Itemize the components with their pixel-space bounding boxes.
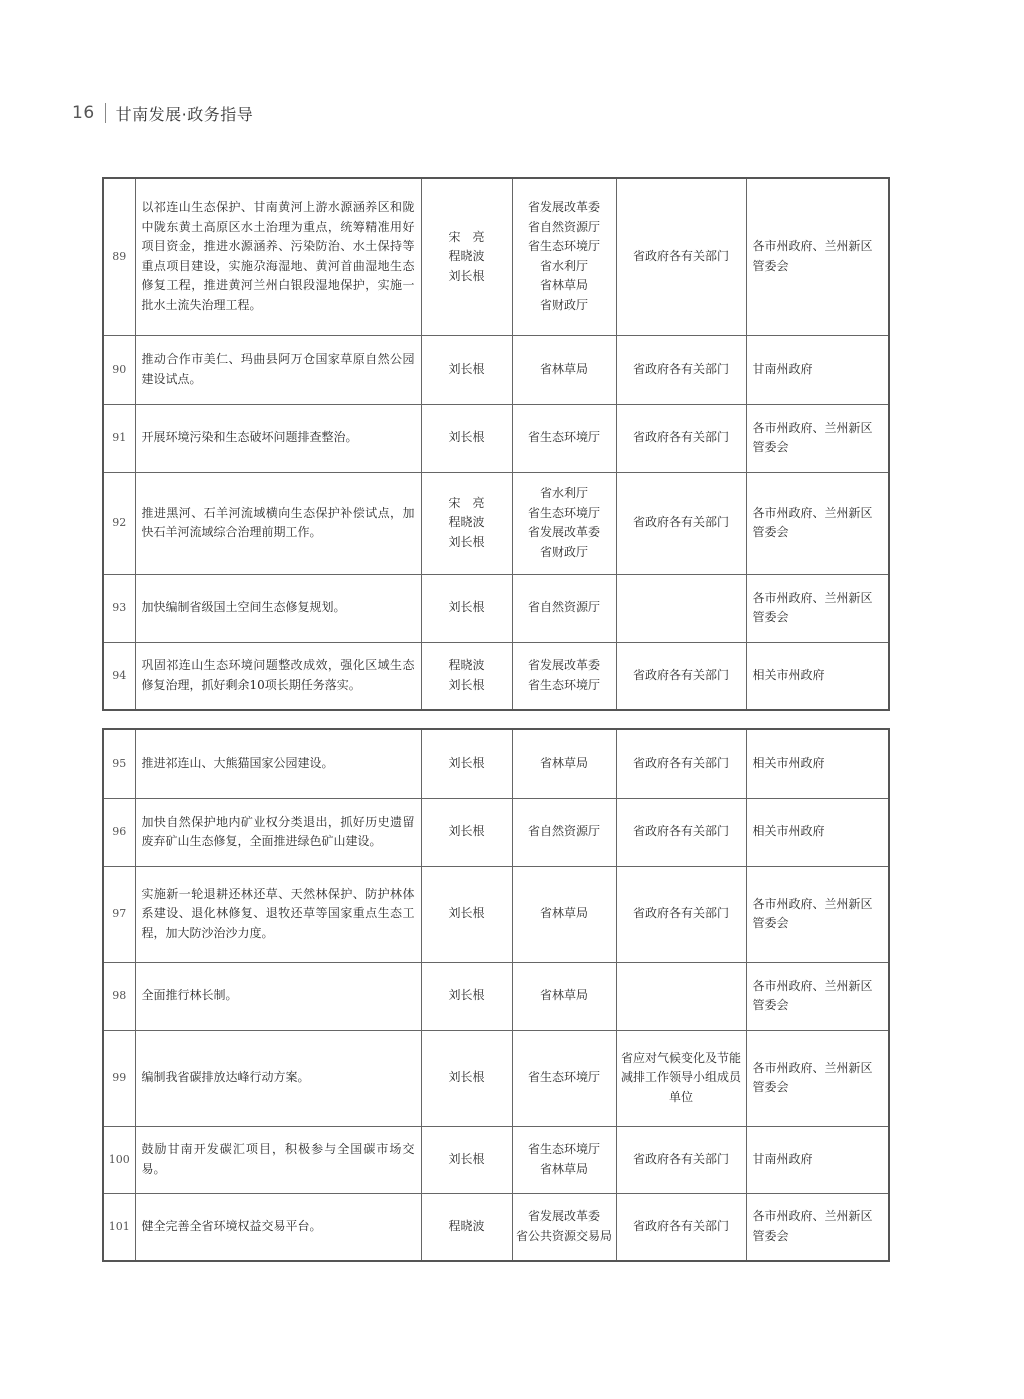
task-description: 实施新一轮退耕还林还草、天然林保护、防护林体系建设、退化林修复、退牧还草等国家重点生态工程，加大防沙治沙力度。 <box>135 866 421 962</box>
lead-department: 省林草局 <box>512 729 616 798</box>
responsible-government: 甘南州政府 <box>746 335 889 404</box>
row-number: 91 <box>103 404 135 472</box>
task-description: 推进黑河、石羊河流域横向生态保护补偿试点，加快石羊河流域综合治理前期工作。 <box>135 472 421 574</box>
table-row <box>103 1193 889 1261</box>
lead-department: 省生态环境厅 <box>512 1030 616 1126</box>
cooperating-departments: 省政府各有关部门 <box>616 472 746 574</box>
responsible-government: 各市州政府、兰州新区管委会 <box>746 574 889 642</box>
row-number: 94 <box>103 642 135 710</box>
responsible-leader: 程晓波 <box>421 1193 512 1261</box>
table-row <box>103 178 889 335</box>
task-description: 推进祁连山、大熊猫国家公园建设。 <box>135 729 421 798</box>
lead-department: 省发展改革委 省生态环境厅 <box>512 642 616 710</box>
lead-department: 省水利厅 省生态环境厅 省发展改革委 省财政厅 <box>512 472 616 574</box>
cooperating-departments: 省政府各有关部门 <box>616 866 746 962</box>
responsible-leader: 刘长根 <box>421 335 512 404</box>
responsible-leader: 刘长根 <box>421 729 512 798</box>
table-row <box>103 642 889 710</box>
responsible-leader: 宋 亮 程晓波 刘长根 <box>421 472 512 574</box>
lead-department: 省生态环境厅 省林草局 <box>512 1126 616 1193</box>
responsible-leader: 程晓波 刘长根 <box>421 642 512 710</box>
lead-department: 省发展改革委 省自然资源厅 省生态环境厅 省水利厅 省林草局 省财政厅 <box>512 178 616 335</box>
cooperating-departments: 省政府各有关部门 <box>616 404 746 472</box>
row-number: 98 <box>103 962 135 1030</box>
lead-department: 省林草局 <box>512 962 616 1030</box>
task-description: 以祁连山生态保护、甘南黄河上游水源涵养区和陇中陇东黄土高原区水土治理为重点，统筹精准用好项目资金，推进水源涵养、污染防治、水土保持等重点项目建设，实施尕海湿地、黄河首曲湿地生态修复工程，推进黄河兰州白银段湿地保护，实施一批水土流失治理工程。 <box>135 178 421 335</box>
responsible-government: 相关市州政府 <box>746 729 889 798</box>
responsible-leader: 刘长根 <box>421 1126 512 1193</box>
row-number: 97 <box>103 866 135 962</box>
table-row <box>103 866 889 962</box>
task-description: 开展环境污染和生态破坏问题排查整治。 <box>135 404 421 472</box>
task-description: 推动合作市美仁、玛曲县阿万仓国家草原自然公园建设试点。 <box>135 335 421 404</box>
responsible-government: 甘南州政府 <box>746 1126 889 1193</box>
cooperating-departments: 省应对气候变化及节能减排工作领导小组成员单位 <box>616 1030 746 1126</box>
table-row <box>103 472 889 574</box>
row-number: 101 <box>103 1193 135 1261</box>
cooperating-departments: 省政府各有关部门 <box>616 798 746 866</box>
table-row <box>103 1030 889 1126</box>
task-description: 巩固祁连山生态环境问题整改成效，强化区域生态修复治理，抓好剩余10项长期任务落实。 <box>135 642 421 710</box>
responsible-leader: 刘长根 <box>421 962 512 1030</box>
task-description: 全面推行林长制。 <box>135 962 421 1030</box>
row-number: 100 <box>103 1126 135 1193</box>
cooperating-departments: 省政府各有关部门 <box>616 1193 746 1261</box>
lead-department: 省自然资源厅 <box>512 798 616 866</box>
page-number: 16 <box>72 103 95 123</box>
cooperating-departments <box>616 574 746 642</box>
responsible-leader: 刘长根 <box>421 866 512 962</box>
cooperating-departments: 省政府各有关部门 <box>616 335 746 404</box>
lead-department: 省林草局 <box>512 335 616 404</box>
responsible-government: 各市州政府、兰州新区管委会 <box>746 866 889 962</box>
task-description: 鼓励甘南开发碳汇项目，积极参与全国碳市场交易。 <box>135 1126 421 1193</box>
row-number: 99 <box>103 1030 135 1126</box>
lead-department: 省林草局 <box>512 866 616 962</box>
responsible-leader: 刘长根 <box>421 574 512 642</box>
responsible-government: 各市州政府、兰州新区管委会 <box>746 178 889 335</box>
responsible-government: 相关市州政府 <box>746 642 889 710</box>
cooperating-departments: 省政府各有关部门 <box>616 178 746 335</box>
row-number: 93 <box>103 574 135 642</box>
responsible-government: 各市州政府、兰州新区管委会 <box>746 962 889 1030</box>
responsible-leader: 刘长根 <box>421 1030 512 1126</box>
responsible-government: 各市州政府、兰州新区管委会 <box>746 404 889 472</box>
task-description: 健全完善全省环境权益交易平台。 <box>135 1193 421 1261</box>
lead-department: 省发展改革委 省公共资源交易局 <box>512 1193 616 1261</box>
lead-department: 省生态环境厅 <box>512 404 616 472</box>
table-row <box>103 335 889 404</box>
cooperating-departments: 省政府各有关部门 <box>616 729 746 798</box>
header-divider <box>105 103 106 123</box>
task-table-2 <box>102 728 890 1262</box>
table-row <box>103 1126 889 1193</box>
responsible-government: 各市州政府、兰州新区管委会 <box>746 1193 889 1261</box>
page-header <box>72 100 253 126</box>
task-description: 加快自然保护地内矿业权分类退出，抓好历史遗留废弃矿山生态修复，全面推进绿色矿山建设。 <box>135 798 421 866</box>
row-number: 92 <box>103 472 135 574</box>
table-row <box>103 798 889 866</box>
task-description: 加快编制省级国土空间生态修复规划。 <box>135 574 421 642</box>
row-number: 95 <box>103 729 135 798</box>
header-title: 甘南发展·政务指导 <box>115 104 254 124</box>
responsible-government: 各市州政府、兰州新区管委会 <box>746 472 889 574</box>
cooperating-departments <box>616 962 746 1030</box>
row-number: 90 <box>103 335 135 404</box>
responsible-leader: 宋 亮 程晓波 刘长根 <box>421 178 512 335</box>
table-row <box>103 729 889 798</box>
table-row <box>103 962 889 1030</box>
task-table-1 <box>102 177 890 711</box>
table-row <box>103 404 889 472</box>
responsible-leader: 刘长根 <box>421 798 512 866</box>
cooperating-departments: 省政府各有关部门 <box>616 1126 746 1193</box>
responsible-government: 相关市州政府 <box>746 798 889 866</box>
task-description: 编制我省碳排放达峰行动方案。 <box>135 1030 421 1126</box>
cooperating-departments: 省政府各有关部门 <box>616 642 746 710</box>
lead-department: 省自然资源厅 <box>512 574 616 642</box>
responsible-leader: 刘长根 <box>421 404 512 472</box>
row-number: 96 <box>103 798 135 866</box>
responsible-government: 各市州政府、兰州新区管委会 <box>746 1030 889 1126</box>
row-number: 89 <box>103 178 135 335</box>
table-row <box>103 574 889 642</box>
